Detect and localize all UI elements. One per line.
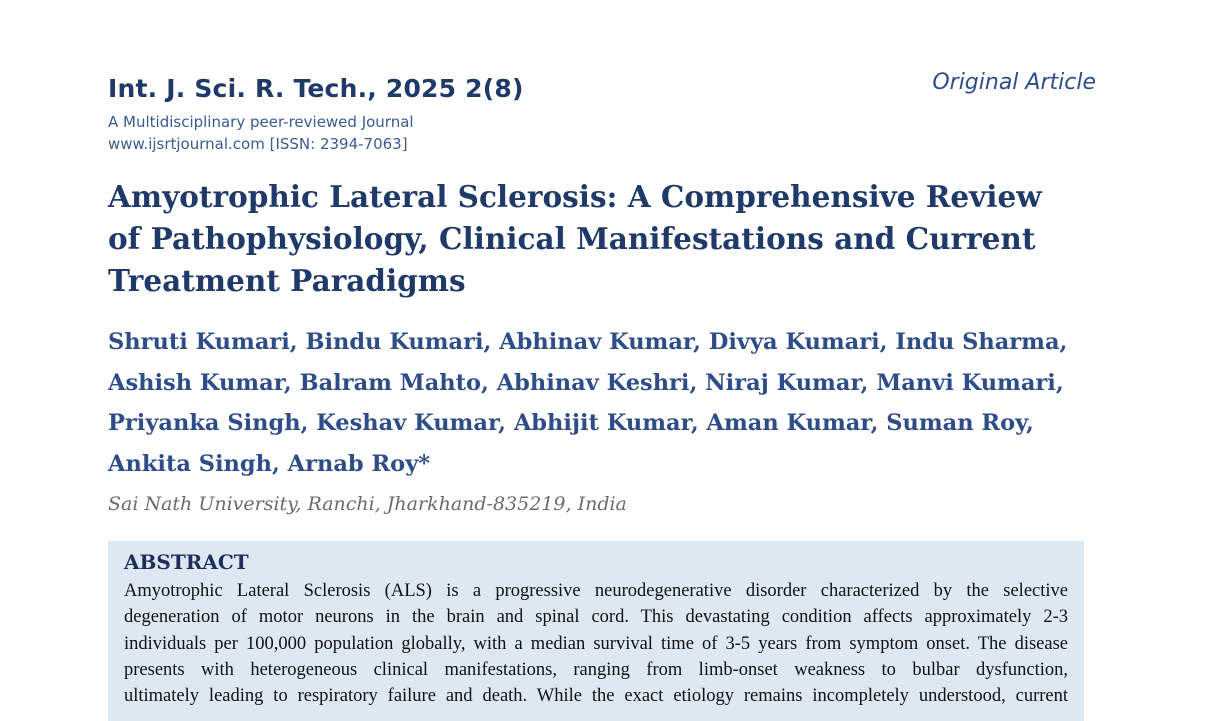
author-line: Ashish Kumar, Balram Mahto, Abhinav Keshri, Niraj Kumar, Manvi Kumari, (108, 369, 1064, 396)
journal-website: www.ijsrtjournal.com [ISSN: 2394-7063] (108, 135, 408, 153)
abstract-line: individuals per 100,000 population globally, with a median survival time of 3-5 years from symptom onset. The disease (124, 633, 1068, 654)
abstract-box (108, 541, 1084, 721)
abstract-line: presents with heterogeneous clinical manifestations, ranging from limb-onset weakness to bulbar dysfunction, (124, 659, 1068, 680)
journal-subtitle: A Multidisciplinary peer-reviewed Journal (108, 113, 414, 131)
abstract-line: ultimately leading to respiratory failure and death. While the exact etiology remains incompletely understood, current (124, 686, 1068, 707)
author-line: Ankita Singh, Arnab Roy* (108, 451, 431, 478)
author-list (108, 322, 1098, 485)
journal-citation: Int. J. Sci. R. Tech., 2025 2(8) (108, 74, 524, 103)
title-line: Treatment Paradigms (108, 263, 466, 298)
affiliation: Sai Nath University, Ranchi, Jharkhand-835219, India (108, 493, 627, 515)
abstract-heading: ABSTRACT (124, 550, 249, 574)
title-line: Amyotrophic Lateral Sclerosis: A Comprehensive Review (108, 179, 1042, 214)
author-line: Shruti Kumari, Bindu Kumari, Abhinav Kumar, Divya Kumari, Indu Sharma, (108, 329, 1068, 355)
article-type-label: Original Article (932, 70, 1096, 95)
abstract-line: Amyotrophic Lateral Sclerosis (ALS) is a progressive neurodegenerative disorder characterized by the selective (124, 581, 1068, 601)
paper-title (108, 176, 1088, 302)
abstract-body (124, 578, 1068, 709)
abstract-line: degeneration of motor neurons in the brain and spinal cord. This devastating condition affects approximately 2-3 (124, 607, 1068, 628)
author-line: Priyanka Singh, Keshav Kumar, Abhijit Kumar, Aman Kumar, Suman Roy, (108, 410, 1034, 437)
title-line: of Pathophysiology, Clinical Manifestations and Current (108, 221, 1036, 256)
